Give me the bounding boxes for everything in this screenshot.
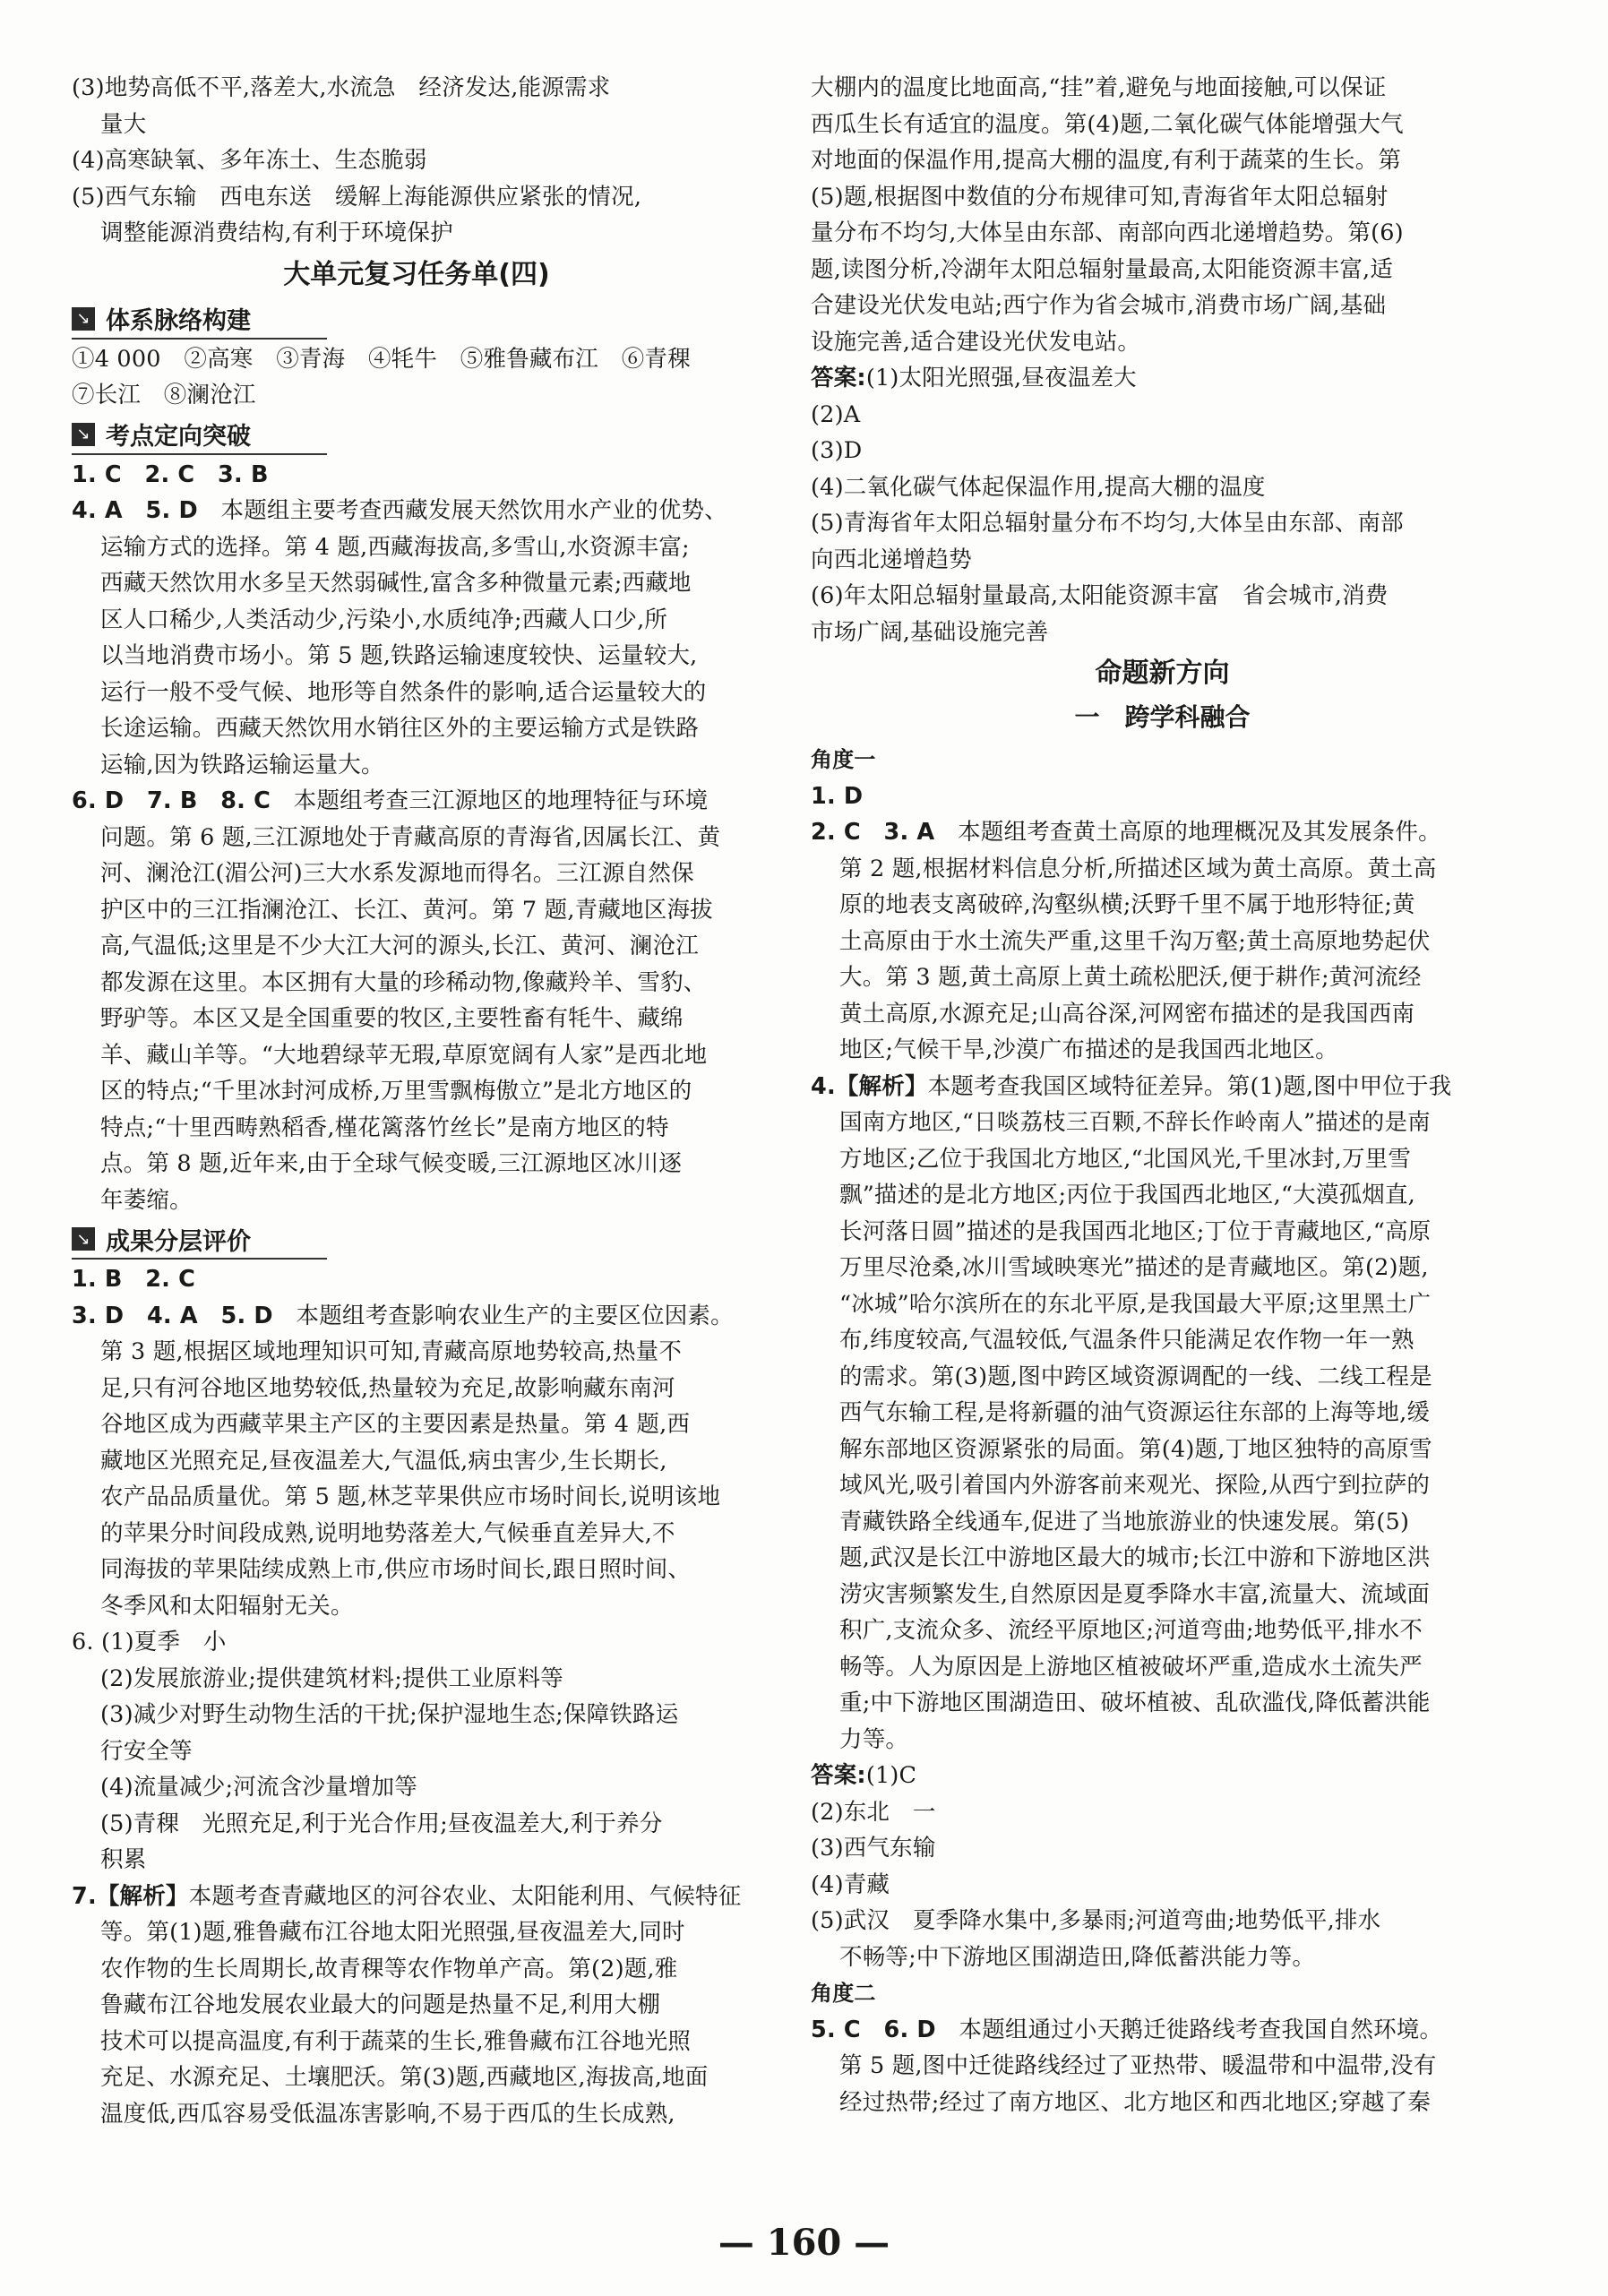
text-line: 青藏铁路全线通车,促进了当地旅游业的快速发展。第(5) [839, 1508, 1410, 1535]
text-line: 第 5 题,图中迁徙路线经过了亚热带、暖温带和中温带,没有 [839, 2052, 1437, 2079]
answer-block [811, 1758, 1514, 1794]
text-line: 题,武汉是长江中游地区最大的城市;长江中游和下游地区洪 [839, 1544, 1431, 1571]
text-line: 合建设光伏发电站;西宁作为省会城市,消费市场广阔,基础 [811, 292, 1387, 319]
section-title: 成果分层评价 [106, 1227, 251, 1256]
text-line: 河、澜沧江(湄公河)三大水系发源地而得名。三江源自然保 [100, 860, 694, 887]
text-line: ⑦长江 ⑧澜沧江 [72, 382, 256, 408]
text-line: 技术可以提高温度,有利于蔬菜的生长,雅鲁藏布江谷地光照 [100, 2027, 692, 2055]
text-line: 野驴等。本区又是全国重要的牧区,主要牲畜有牦牛、藏绵 [100, 1005, 684, 1032]
text-line: 重;中下游地区围湖造田、破坏植被、乱砍滥伐,降低蓄洪能 [839, 1690, 1431, 1716]
new-direction-title: 命题新方向 [1095, 658, 1230, 689]
explanation-text: 本题组通过小天鹅迁徙路线考查我国自然环境。 [935, 2016, 1443, 2043]
text-line: 高,气温低;这里是不少大江大河的源头,长江、黄河、澜沧江 [100, 933, 699, 959]
text-line: 大。第 3 题,黄土高原上黄土疏松肥沃,便于耕作;黄河流经 [839, 964, 1422, 991]
text-line: 原的地表支离破碎,沟壑纵横;沃野千里不属于地形特征;黄 [839, 891, 1415, 918]
explanation-text: 本题组考查影响农业生产的主要区位因素。 [272, 1302, 734, 1329]
text-line: 都发源在这里。本区拥有大量的珍稀动物,像藏羚羊、雪豹、 [100, 968, 707, 996]
text-line: (4)青藏 [811, 1870, 890, 1898]
text-line: 积累 [100, 1846, 147, 1873]
explanation-text: 本题组考查黄土高原的地理概况及其发展条件。 [934, 819, 1441, 846]
section-title: 体系脉络构建 [106, 307, 251, 335]
text-line: 域风光,吸引着国内外游客前来观光、探险,从西宁到拉萨的 [839, 1472, 1431, 1499]
text-line: 西藏天然饮用水多呈天然弱碱性,富含多种微量元素;西藏地 [100, 570, 692, 597]
section-header-evaluation [72, 1220, 327, 1260]
left-column [72, 70, 761, 2132]
text-line [72, 1298, 761, 1335]
text-line: 年萎缩。 [100, 1186, 193, 1214]
text-line: 黄土高原,水源充足;山高谷深,河网密布描述的是我国西南 [839, 1000, 1415, 1028]
text-line: 题,读图分析,冷湖年太阳总辐射量最高,太阳能资源丰富,适 [811, 255, 1394, 283]
text-line: 长途运输。西藏天然饮用水销往区外的主要运输方式是铁路 [100, 715, 700, 742]
page-number: — 160 — [718, 2222, 890, 2264]
text-line: (3)西气东输 [811, 1835, 936, 1862]
text-line [72, 493, 761, 529]
text-line: 区人口稀少,人类活动少,污染小,水质纯净;西藏人口少,所 [100, 606, 668, 633]
text-line: 对地面的保温作用,提高大棚的温度,有利于蔬菜的生长。第 [811, 147, 1402, 174]
text-line: 的苹果分时间段成熟,说明地势落差大,气候垂直差异大,不 [100, 1519, 675, 1547]
text-line: ①4 000 ②高寒 ③青海 ④牦牛 ⑤雅鲁藏布江 ⑥青稞 [72, 345, 691, 373]
text-line: 点。第 8 题,近年来,由于全球气候变暖,三江源地区冰川逐 [100, 1150, 683, 1177]
answer-line: 1. C 2. C 3. B [72, 460, 269, 488]
text-line: 积广,支流众多、流经平原地区;河道弯曲;地势低平,排水不 [839, 1617, 1423, 1644]
section-header-breakthrough [72, 416, 327, 455]
text-line: (2)发展旅游业;提供建筑材料;提供工业原料等 [100, 1664, 563, 1692]
text-line: 长河落日圆”描述的是我国西北地区;丁位于青藏地区,“高原 [839, 1217, 1432, 1245]
text-line [72, 783, 761, 820]
text-line: (5)西气东输 西电东送 缓解上海能源供应紧张的情况, [72, 183, 642, 211]
text-line: 第 2 题,根据材料信息分析,所描述区域为黄土高原。黄土高 [839, 855, 1437, 882]
text-line [811, 2012, 1514, 2049]
text-line: 运行一般不受气候、地形等自然条件的影响,适合运量较大的 [100, 678, 707, 706]
text-line: 的需求。第(3)题,图中跨区域资源调配的一线、二线工程是 [839, 1363, 1432, 1390]
text-line: 土高原由于水土流失严重,这里千沟万壑;黄土高原地势起伏 [839, 927, 1431, 955]
text-line: (5)题,根据图中数值的分布规律可知,青海省年太阳总辐射 [811, 183, 1389, 211]
text-line: 护区中的三江指澜沧江、长江、黄河。第 7 题,青藏地区海拔 [100, 896, 713, 924]
text-line: 运输,因为铁路运输运量大。 [100, 751, 384, 778]
answer-line: 1. B 2. C [72, 1266, 196, 1293]
answer-line: 1. D [811, 782, 864, 810]
text-line: 冬季风和太阳辐射无关。 [100, 1592, 354, 1620]
text-line: 万里尽沧桑,冰川雪域映寒光”描述的是青藏地区。第(2)题, [839, 1254, 1429, 1281]
text-line: 地区;气候干旱,沙漠广布描述的是我国西北地区。 [839, 1036, 1338, 1063]
text-line: 大棚内的温度比地面高,“挂”着,避免与地面接触,可以保证 [811, 74, 1387, 101]
explanation-text: 本题考查青藏地区的河谷农业、太阳能利用、气候特征 [188, 1882, 742, 1910]
answer-text: (1)太阳光照强,昼夜温差大 [865, 365, 1137, 391]
answer-keys: 5. C 6. D [811, 2016, 936, 2043]
answer-keys: 6. D 7. B 8. C [72, 787, 271, 814]
answer-text: (1)C [865, 1762, 917, 1789]
text-line: 鲁藏布江谷地发展农业最大的问题是热量不足,利用大棚 [100, 1991, 661, 2018]
text-line: (6)年太阳总辐射量最高,太阳能资源丰富 省会城市,消费 [811, 582, 1389, 609]
text-line: 等。第(1)题,雅鲁藏布江谷地太阳光照强,昼夜温差大,同时 [100, 1919, 685, 1946]
text-line: 行安全等 [100, 1737, 193, 1765]
text-line: 农作物的生长周期长,故青稞等农作物单产高。第(2)题,雅 [100, 1955, 678, 1982]
analysis-label: 7.【解析】 [72, 1882, 189, 1910]
text-line: 西瓜生长有适宜的温度。第(4)题,二氧化碳气体能增强大气 [811, 110, 1404, 138]
text-line [811, 1069, 1514, 1105]
unit-title: 大单元复习任务单(四) [283, 258, 550, 290]
text-line: 不畅等;中下游地区围湖造田,降低蓄洪能力等。 [839, 1943, 1316, 1971]
text-line: 区的特点;“千里冰封河成桥,万里雪飘梅傲立”是北方地区的 [100, 1078, 692, 1105]
text-line [72, 1879, 761, 1915]
text-line: 涝灾害频繁发生,自然原因是夏季降水丰富,流量大、流域面 [839, 1580, 1431, 1608]
text-line: 特点;“十里西畴熟稻香,槿花篱落竹丝长”是南方地区的特 [100, 1114, 669, 1141]
explanation-text: 本题考查我国区域特征差异。第(1)题,图中甲位于我 [927, 1072, 1452, 1100]
right-column [811, 70, 1514, 2120]
text-line: (3)D [811, 437, 863, 464]
text-line: 第 3 题,根据区域地理知识可知,青藏高原地势较高,热量不 [100, 1338, 683, 1365]
left-top-lines [72, 70, 761, 252]
diagonal-arrow-icon: ↘ [72, 1227, 95, 1251]
diagonal-arrow-icon: ↘ [72, 307, 95, 331]
text-line: 运输方式的选择。第 4 题,西藏海拔高,多雪山,水资源丰富; [100, 533, 690, 561]
text-line: 量分布不均匀,大体呈由东部、南部向西北递增趋势。第(6) [811, 219, 1404, 246]
text-line: 问题。第 6 题,三江源地处于青藏高原的青海省,因属长江、黄 [100, 823, 721, 851]
answer-keys: 3. D 4. A 5. D [72, 1302, 273, 1329]
text-line: (5)武汉 夏季降水集中,多暴雨;河道弯曲;地势低平,排水 [811, 1907, 1381, 1934]
section-header-framework [72, 300, 327, 340]
text-line: 西气东输工程,是将新疆的油气资源运往东部的上海等地,缓 [839, 1399, 1431, 1426]
text-line: 解东部地区资源紧张的局面。第(4)题,丁地区独特的高原雪 [839, 1435, 1432, 1463]
text-line: (3)减少对野生动物生活的干扰;保护湿地生态;保障铁路运 [100, 1701, 679, 1728]
text-line: (3)地势高低不平,落差大,水流急 经济发达,能源需求 [72, 74, 611, 101]
text-line: 市场广阔,基础设施完善 [811, 618, 1049, 646]
text-line: (4)二氧化碳气体起保温作用,提高大棚的温度 [811, 473, 1266, 501]
answer-block [811, 360, 1514, 397]
text-line: (4)高寒缺氧、多年冻土、生态脆弱 [72, 147, 427, 174]
text-line: 向西北递增趋势 [811, 546, 972, 573]
text-line: (5)青海省年太阳总辐射量分布不均匀,大体呈由东部、南部 [811, 510, 1404, 537]
text-line: 足,只有河谷地区地势较低,热量较为充足,故影响藏东南河 [100, 1374, 675, 1402]
text-line: (2)A [811, 400, 861, 428]
text-line: 经过热带;经过了南方地区、北方地区和西北地区;穿越了秦 [839, 2088, 1432, 2116]
text-line: 量大 [100, 110, 147, 138]
text-line: 温度低,西瓜容易受低温冻害影响,不易于西瓜的生长成熟, [100, 2100, 675, 2128]
sub-title: 一 跨学科融合 [1074, 702, 1251, 732]
text-line: 同海拔的苹果陆续成熟上市,供应市场时间长,跟日照时间、 [100, 1556, 692, 1583]
text-line: 调整能源消费结构,有利于环境保护 [100, 219, 453, 246]
answer-keys: 4. A 5. D [72, 497, 198, 524]
text-line: (5)青稞 光照充足,利于光合作用;昼夜温差大,利于养分 [100, 1810, 663, 1837]
answer-keys: 2. C 3. A [811, 819, 935, 846]
angle-heading: 角度二 [811, 1981, 876, 2006]
text-line: 方地区;乙位于我国北方地区,“北国风光,千里冰封,万里雪 [839, 1145, 1412, 1173]
text-line [811, 814, 1514, 851]
explanation-text: 本题组考查三江源地区的地理特征与环境 [271, 787, 709, 814]
text-line: 国南方地区,“日啖荔枝三百颗,不辞长作岭南人”描述的是南 [839, 1109, 1431, 1136]
text-line: 设施完善,适合建设光伏发电站。 [811, 328, 1141, 356]
text-line: 充足、水源充足、土壤肥沃。第(3)题,西藏地区,海拔高,地面 [100, 2064, 709, 2091]
answer-label: 答案: [811, 1762, 866, 1789]
analysis-label: 4.【解析】 [811, 1072, 928, 1100]
answer-label: 答案: [811, 365, 866, 391]
explanation-text: 本题组主要考查西藏发展天然饮用水产业的优势、 [197, 497, 727, 524]
text-line: (2)东北 一 [811, 1798, 936, 1826]
text-line: (4)流量减少;河流含沙量增加等 [100, 1774, 417, 1801]
text-line: 飘”描述的是北方地区;丙位于我国西北地区,“大漠孤烟直, [839, 1182, 1415, 1208]
text-line: 农产品品质量优。第 5 题,林芝苹果供应市场时间长,说明该地 [100, 1483, 721, 1510]
text-line: 以当地消费市场小。第 5 题,铁路运输速度较快、运量较大, [100, 642, 698, 669]
angle-heading: 角度一 [811, 747, 876, 772]
text-line: 力等。 [839, 1725, 909, 1753]
diagonal-arrow-icon: ↘ [72, 423, 95, 446]
text-line: 畅等。人为原因是上游地区植被破坏严重,造成水土流失严 [839, 1653, 1423, 1681]
text-line: 谷地区成为西藏苹果主产区的主要因素是热量。第 4 题,西 [100, 1411, 691, 1438]
text-line: 布,纬度较高,气温较低,气温条件只能满足农作物一年一熟 [839, 1327, 1415, 1354]
text-line: 羊、藏山羊等。“大地碧绿苹无瑕,草原宽阔有人家”是西北地 [100, 1041, 708, 1069]
text-line: “冰城”哈尔滨所在的东北平原,是我国最大平原;这里黑土广 [839, 1290, 1432, 1318]
text-line: 藏地区光照充足,昼夜温差大,气温低,病虫害少,生长期长, [100, 1447, 667, 1475]
section-title: 考点定向突破 [106, 423, 251, 451]
text-line: 6. (1)夏季 小 [72, 1629, 227, 1655]
